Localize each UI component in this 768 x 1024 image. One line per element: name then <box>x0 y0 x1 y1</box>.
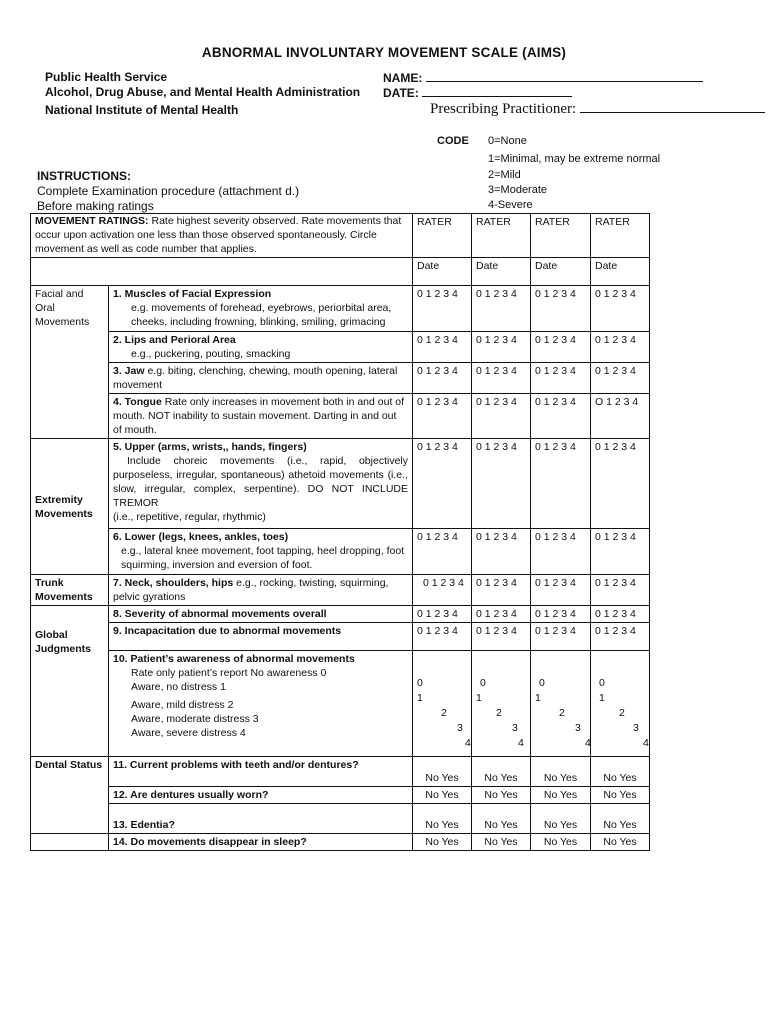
code-item: 0=None <box>488 135 527 147</box>
date-label: DATE: <box>383 86 419 100</box>
no-yes-options[interactable]: No Yes <box>591 757 650 787</box>
rater-header: RATER <box>413 214 472 258</box>
item-10-line: Aware, moderate distress 3 <box>131 713 259 725</box>
no-yes-options[interactable]: No Yes <box>413 787 472 804</box>
score-options[interactable]: 0 1 2 3 4 <box>472 332 531 363</box>
item-1 <box>109 286 413 332</box>
instructions-line: Complete Examination procedure (attachment d.) <box>37 184 300 198</box>
score-options[interactable]: 0 1 2 3 4 <box>472 439 531 529</box>
item-2-description: e.g., puckering, pouting, smacking <box>131 348 291 360</box>
awareness-options[interactable]: 0 1 2 3 4 <box>531 651 591 757</box>
item-7-description: e.g., rocking, twisting, squirming, pelvic gyrations <box>113 577 389 603</box>
item-4 <box>109 394 413 439</box>
item-3-description: e.g. biting, clenching, chewing, mouth opening, lateral movement <box>113 365 398 391</box>
movement-ratings-cont <box>31 258 413 286</box>
instructions-heading: INSTRUCTIONS: <box>37 169 131 183</box>
item-10 <box>109 651 413 757</box>
movement-ratings-cell <box>31 214 413 258</box>
item-10-line: Rate only patient’s report No awareness 0 <box>131 667 327 679</box>
aims-rating-table <box>30 213 650 851</box>
no-yes-options[interactable]: No Yes <box>472 787 531 804</box>
score-options[interactable]: 0 1 2 3 4 <box>413 529 472 575</box>
no-yes-options[interactable]: No Yes <box>472 757 531 787</box>
item-5-description-2: (i.e., repetitive, regular, rhythmic) <box>113 511 266 523</box>
item-3 <box>109 363 413 394</box>
name-label: NAME: <box>383 71 423 85</box>
no-yes-options[interactable]: No Yes <box>413 804 472 834</box>
item-7-title: 7. Neck, shoulders, hips <box>113 577 234 589</box>
date-header[interactable]: Date <box>413 258 472 286</box>
item-14: 14. Do movements disappear in sleep? <box>109 834 413 851</box>
item-9: 9. Incapacitation due to abnormal movements <box>109 623 413 651</box>
score-options[interactable]: 0 1 2 3 4 <box>472 363 531 394</box>
no-yes-options[interactable]: No Yes <box>591 834 650 851</box>
item-10-line: Aware, no distress 1 <box>131 681 226 693</box>
item-13: 13. Edentia? <box>109 804 413 834</box>
item-1-description: e.g. movements of forehead, eyebrows, periorbital area, cheeks, including frowning, blinking, smiling, grimacing <box>131 302 392 328</box>
form-title: ABNORMAL INVOLUNTARY MOVEMENT SCALE (AIMS) <box>201 45 567 60</box>
category-dental: Dental Status <box>31 757 109 834</box>
code-item: 3=Moderate <box>488 184 548 196</box>
score-options[interactable]: 0 1 2 3 4 <box>413 606 472 623</box>
practitioner-input-line[interactable] <box>580 99 765 113</box>
no-yes-options[interactable]: No Yes <box>413 834 472 851</box>
score-options[interactable]: 0 1 2 3 4 <box>531 575 591 606</box>
no-yes-options[interactable]: No Yes <box>472 804 531 834</box>
no-yes-options[interactable]: No Yes <box>531 804 591 834</box>
item-1-title: 1. Muscles of Facial Expression <box>113 288 272 300</box>
category-extremity: Extremity Movements <box>31 439 109 575</box>
score-options[interactable]: 0 1 2 3 4 <box>413 439 472 529</box>
score-options[interactable]: O 1 2 3 4 <box>591 394 650 439</box>
date-input-line[interactable] <box>422 85 572 97</box>
no-yes-options[interactable]: No Yes <box>531 834 591 851</box>
item-10-line: Aware, severe distress 4 <box>131 727 246 739</box>
score-options[interactable]: 0 1 2 3 4 <box>531 529 591 575</box>
score-options[interactable]: 0 1 2 3 4 <box>591 286 650 332</box>
no-yes-options[interactable]: No Yes <box>591 787 650 804</box>
no-yes-options[interactable]: No Yes <box>531 757 591 787</box>
score-options[interactable]: 0 1 2 3 4 <box>531 332 591 363</box>
score-options[interactable]: 0 1 2 3 4 <box>531 286 591 332</box>
item-3-title: 3. Jaw <box>113 365 145 377</box>
item-2-title: 2. Lips and Perioral Area <box>113 334 236 346</box>
item-12: 12. Are dentures usually worn? <box>109 787 413 804</box>
item-7 <box>109 575 413 606</box>
score-options[interactable]: 0 1 2 3 4 <box>413 623 472 651</box>
code-label: CODE <box>437 135 469 147</box>
score-options[interactable]: 0 1 2 3 4 <box>591 332 650 363</box>
item-5-description: Include choreic movements (i.e., rapid, objectively purposeless, irregular, spontaneous) athetoid movements (i.e., slow, irregular, complex, serpentine). DO NOT INCLUDE TREMOR <box>113 455 408 509</box>
item-6-title: 6. Lower (legs, knees, ankles, toes) <box>113 531 289 543</box>
score-options[interactable]: 0 1 2 3 4 <box>531 606 591 623</box>
score-options[interactable]: 0 1 2 3 4 <box>591 623 650 651</box>
name-field[interactable] <box>383 70 703 85</box>
score-options[interactable]: 0 1 2 3 4 <box>531 623 591 651</box>
item-11: 11. Current problems with teeth and/or dentures? <box>109 757 413 787</box>
item-10-title: 10. Patient’s awareness of abnormal movements <box>113 653 355 665</box>
awareness-options[interactable]: 0 1 2 3 4 <box>472 651 531 757</box>
date-header[interactable]: Date <box>591 258 650 286</box>
score-options[interactable]: 0 1 2 3 4 <box>413 575 472 606</box>
item-4-title: 4. Tongue <box>113 396 162 408</box>
item-6 <box>109 529 413 575</box>
movement-ratings-text: Rate highest severity observed. Rate movements that occur upon activation one less than those observed spontaneously. Circle movement as well as code number that applies. <box>35 215 402 255</box>
score-options[interactable]: 0 1 2 3 4 <box>413 363 472 394</box>
score-options[interactable]: 0 1 2 3 4 <box>531 394 591 439</box>
instructions-line: Before making ratings <box>37 199 154 213</box>
no-yes-options[interactable]: No Yes <box>472 834 531 851</box>
org-line-2: Alcohol, Drug Abuse, and Mental Health Administration <box>45 85 361 99</box>
no-yes-options[interactable]: No Yes <box>413 757 472 787</box>
item-10-line: Aware, mild distress 2 <box>131 699 234 711</box>
category-facial-oral: Facial and Oral Movements <box>31 286 109 439</box>
code-item: 4-Severe <box>488 199 533 211</box>
score-options[interactable]: 0 1 2 3 4 <box>472 606 531 623</box>
item-5 <box>109 439 413 529</box>
practitioner-label: Prescribing Practitioner: <box>430 101 577 117</box>
rater-header: RATER <box>472 214 531 258</box>
item-5-title: 5. Upper (arms, wrists,, hands, fingers) <box>113 441 307 453</box>
no-yes-options[interactable]: No Yes <box>591 804 650 834</box>
score-options[interactable]: 0 1 2 3 4 <box>591 575 650 606</box>
score-options[interactable]: 0 1 2 3 4 <box>591 439 650 529</box>
score-options[interactable]: 0 1 2 3 4 <box>591 606 650 623</box>
movement-ratings-label: MOVEMENT RATINGS: <box>35 215 149 227</box>
rater-header: RATER <box>531 214 591 258</box>
score-options[interactable]: 0 1 2 3 4 <box>413 332 472 363</box>
awareness-options[interactable]: 0 1 2 3 4 <box>413 651 472 757</box>
score-options[interactable]: 0 1 2 3 4 <box>472 529 531 575</box>
item-8: 8. Severity of abnormal movements overall <box>109 606 413 623</box>
score-options[interactable]: 0 1 2 3 4 <box>472 286 531 332</box>
empty-category-cell <box>31 834 109 851</box>
score-options[interactable]: 0 1 2 3 4 <box>531 439 591 529</box>
org-line-3: National Institute of Mental Health <box>45 103 239 117</box>
name-input-line[interactable] <box>426 70 703 82</box>
item-4-description: Rate only increases in movement both in and out of mouth. NOT inability to sustain movement. Darting in and out of mouth. <box>113 396 405 436</box>
practitioner-field[interactable] <box>430 99 765 118</box>
item-2 <box>109 332 413 363</box>
rater-header: RATER <box>591 214 650 258</box>
category-global: Global Judgments <box>31 606 109 757</box>
score-options[interactable]: 0 1 2 3 4 <box>472 575 531 606</box>
item-6-description: e.g., lateral knee movement, foot tapping, heel dropping, foot squirming, inversion and eversion of foot. <box>121 545 405 571</box>
date-field[interactable] <box>383 85 572 100</box>
score-options[interactable]: 0 1 2 3 4 <box>413 394 472 439</box>
code-item: 2=Mild <box>488 169 521 181</box>
date-header[interactable]: Date <box>472 258 531 286</box>
score-options[interactable]: 0 1 2 3 4 <box>591 529 650 575</box>
no-yes-options[interactable]: No Yes <box>531 787 591 804</box>
score-options[interactable]: 0 1 2 3 4 <box>413 286 472 332</box>
org-line-1: Public Health Service <box>45 70 168 84</box>
date-header[interactable]: Date <box>531 258 591 286</box>
score-options[interactable]: 0 1 2 3 4 <box>531 363 591 394</box>
score-options[interactable]: 0 1 2 3 4 <box>472 623 531 651</box>
awareness-options[interactable]: 0 1 2 3 4 <box>591 651 650 757</box>
score-options[interactable]: 0 1 2 3 4 <box>472 394 531 439</box>
code-item: 1=Minimal, may be extreme normal <box>488 153 661 165</box>
score-options[interactable]: 0 1 2 3 4 <box>591 363 650 394</box>
category-trunk: Trunk Movements <box>31 575 109 606</box>
